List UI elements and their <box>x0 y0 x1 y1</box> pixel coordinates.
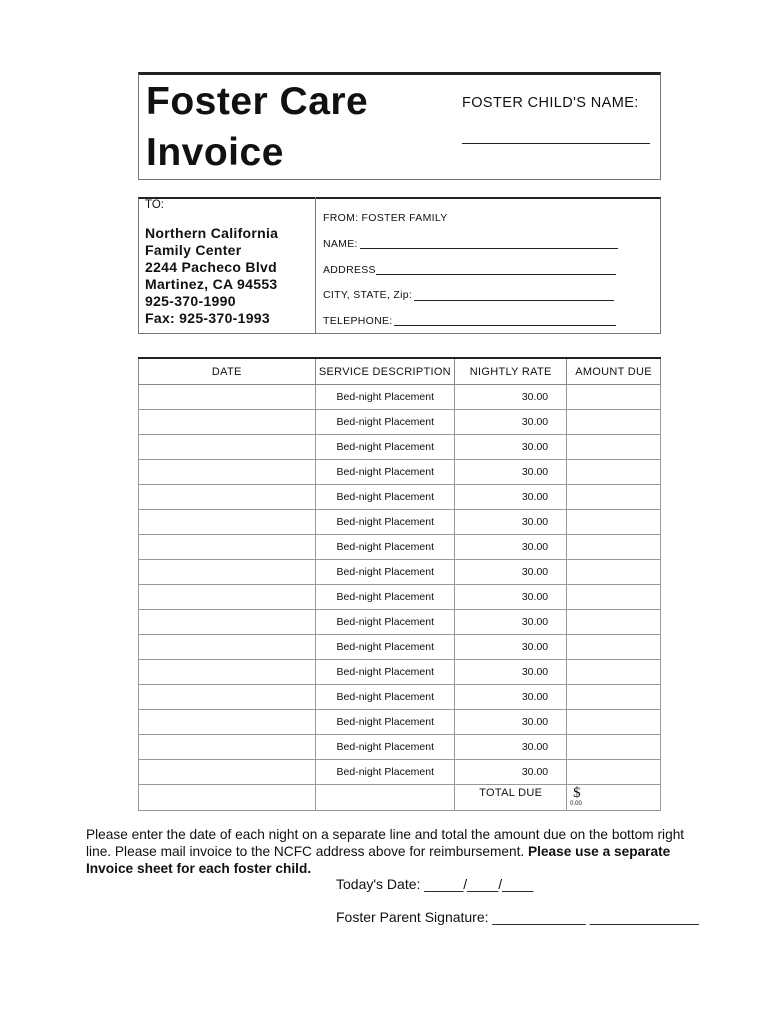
date-cell[interactable] <box>139 485 316 510</box>
table-row <box>139 710 661 735</box>
nightly-rate-cell: 30.00 <box>455 485 567 510</box>
to-address-line: Martinez, CA 94553 <box>145 276 278 292</box>
date-cell[interactable] <box>139 535 316 560</box>
amount-due-cell[interactable] <box>567 560 661 585</box>
table-row <box>139 435 661 460</box>
service-description-cell: Bed-night Placement <box>315 585 455 610</box>
date-header: DATE <box>139 358 316 385</box>
address-divider <box>315 197 316 334</box>
service-description-cell: Bed-night Placement <box>315 660 455 685</box>
amount-due-cell[interactable] <box>567 685 661 710</box>
nightly-rate-cell: 30.00 <box>455 710 567 735</box>
date-cell[interactable] <box>139 735 316 760</box>
to-label: TO: <box>145 199 164 211</box>
service-description-cell: Bed-night Placement <box>315 385 455 410</box>
telephone-label: TELEPHONE: <box>323 315 393 327</box>
nightly-rate-cell: 30.00 <box>455 410 567 435</box>
amount-due-cell[interactable] <box>567 710 661 735</box>
date-cell[interactable] <box>139 760 316 785</box>
nightly-rate-cell: 30.00 <box>455 660 567 685</box>
date-cell[interactable] <box>139 585 316 610</box>
date-cell[interactable] <box>139 710 316 735</box>
service-description-cell: Bed-night Placement <box>315 560 455 585</box>
date-cell[interactable] <box>139 610 316 635</box>
nightly-rate-cell: 30.00 <box>455 760 567 785</box>
table-row <box>139 585 661 610</box>
telephone-field[interactable] <box>394 325 616 326</box>
name-label: NAME: <box>323 238 358 250</box>
todays-date-field[interactable]: Today's Date: _____/____/____ <box>336 876 534 892</box>
table-row <box>139 460 661 485</box>
amount-due-cell[interactable] <box>567 735 661 760</box>
to-address-line: Northern California <box>145 225 279 241</box>
foster-child-name-field[interactable] <box>462 143 650 144</box>
instructions-bold: Please use a separate Invoice sheet for each foster child. <box>86 844 671 876</box>
service-description-cell: Bed-night Placement <box>315 435 455 460</box>
city-state-zip-field[interactable] <box>414 300 614 301</box>
table-row <box>139 510 661 535</box>
amount-due-cell[interactable] <box>567 385 661 410</box>
total-date-cell <box>139 785 316 811</box>
service-description-cell: Bed-night Placement <box>315 410 455 435</box>
service-description-cell: Bed-night Placement <box>315 485 455 510</box>
service-description-cell: Bed-night Placement <box>315 710 455 735</box>
table-row <box>139 660 661 685</box>
amount-due-cell[interactable] <box>567 410 661 435</box>
service-description-cell: Bed-night Placement <box>315 460 455 485</box>
table-row <box>139 560 661 585</box>
nightly-rate-cell: 30.00 <box>455 560 567 585</box>
total-row <box>139 785 661 811</box>
service-description-cell: Bed-night Placement <box>315 685 455 710</box>
table-row <box>139 610 661 635</box>
total-currency-symbol: $ <box>573 785 581 801</box>
date-cell[interactable] <box>139 435 316 460</box>
date-cell[interactable] <box>139 560 316 585</box>
date-cell[interactable] <box>139 685 316 710</box>
to-address-line: Fax: 925-370-1993 <box>145 310 270 326</box>
total-due-label: TOTAL DUE <box>479 787 543 799</box>
amount-due-cell[interactable] <box>567 535 661 560</box>
nightly-rate-header: NIGHTLY RATE <box>455 358 567 385</box>
amount-due-cell[interactable] <box>567 635 661 660</box>
service-description-header: SERVICE DESCRIPTION <box>315 358 455 385</box>
service-description-cell: Bed-night Placement <box>315 760 455 785</box>
amount-due-cell[interactable] <box>567 435 661 460</box>
nightly-rate-cell: 30.00 <box>455 585 567 610</box>
table-row <box>139 385 661 410</box>
amount-due-cell[interactable] <box>567 660 661 685</box>
total-description-cell <box>315 785 455 811</box>
amount-due-cell[interactable] <box>567 460 661 485</box>
city-state-zip-label: CITY, STATE, Zip: <box>323 289 413 301</box>
amount-due-cell[interactable] <box>567 585 661 610</box>
date-cell[interactable] <box>139 460 316 485</box>
service-description-cell: Bed-night Placement <box>315 510 455 535</box>
table-row <box>139 735 661 760</box>
nightly-rate-cell: 30.00 <box>455 535 567 560</box>
amount-due-cell[interactable] <box>567 510 661 535</box>
date-cell[interactable] <box>139 635 316 660</box>
services-table <box>138 357 661 811</box>
date-cell[interactable] <box>139 410 316 435</box>
invoice-title-line1: Foster Care <box>146 80 369 123</box>
address-field[interactable] <box>376 274 616 275</box>
address-label: ADDRESS <box>323 264 376 276</box>
nightly-rate-cell: 30.00 <box>455 435 567 460</box>
instructions-text <box>86 826 706 877</box>
service-description-cell: Bed-night Placement <box>315 535 455 560</box>
total-amount-cell[interactable] <box>567 785 661 811</box>
instructions-plain: Please enter the date of each night on a separate line and total the amount due on the bottom right line. Please mail invoice to the NCFC address above for reimbursement. <box>86 827 685 859</box>
total-amount-value: 0.00 <box>570 801 582 807</box>
table-row <box>139 535 661 560</box>
nightly-rate-cell: 30.00 <box>455 460 567 485</box>
amount-due-cell[interactable] <box>567 485 661 510</box>
nightly-rate-cell: 30.00 <box>455 385 567 410</box>
amount-due-cell[interactable] <box>567 760 661 785</box>
from-heading: FROM: FOSTER FAMILY <box>323 212 448 224</box>
amount-due-cell[interactable] <box>567 610 661 635</box>
date-cell[interactable] <box>139 385 316 410</box>
foster-parent-signature-field[interactable]: Foster Parent Signature: ____________ ______________ <box>336 909 699 925</box>
table-row <box>139 685 661 710</box>
service-description-cell: Bed-night Placement <box>315 635 455 660</box>
date-cell[interactable] <box>139 660 316 685</box>
table-row <box>139 485 661 510</box>
nightly-rate-cell: 30.00 <box>455 610 567 635</box>
service-description-cell: Bed-night Placement <box>315 610 455 635</box>
name-field[interactable] <box>360 248 618 249</box>
nightly-rate-cell: 30.00 <box>455 635 567 660</box>
table-row <box>139 635 661 660</box>
nightly-rate-cell: 30.00 <box>455 510 567 535</box>
nightly-rate-cell: 30.00 <box>455 735 567 760</box>
foster-child-name-label: FOSTER CHILD'S NAME: <box>462 95 639 111</box>
total-label-cell <box>455 785 567 811</box>
table-header-row <box>139 358 661 385</box>
service-description-cell: Bed-night Placement <box>315 735 455 760</box>
to-address-line: 925-370-1990 <box>145 293 236 309</box>
date-cell[interactable] <box>139 510 316 535</box>
to-address-line: Family Center <box>145 242 242 258</box>
invoice-title-line2: Invoice <box>146 131 284 174</box>
amount-due-header: AMOUNT DUE <box>567 358 661 385</box>
to-address-line: 2244 Pacheco Blvd <box>145 259 277 275</box>
nightly-rate-cell: 30.00 <box>455 685 567 710</box>
table-row <box>139 760 661 785</box>
services-table-body <box>139 385 661 785</box>
table-row <box>139 410 661 435</box>
